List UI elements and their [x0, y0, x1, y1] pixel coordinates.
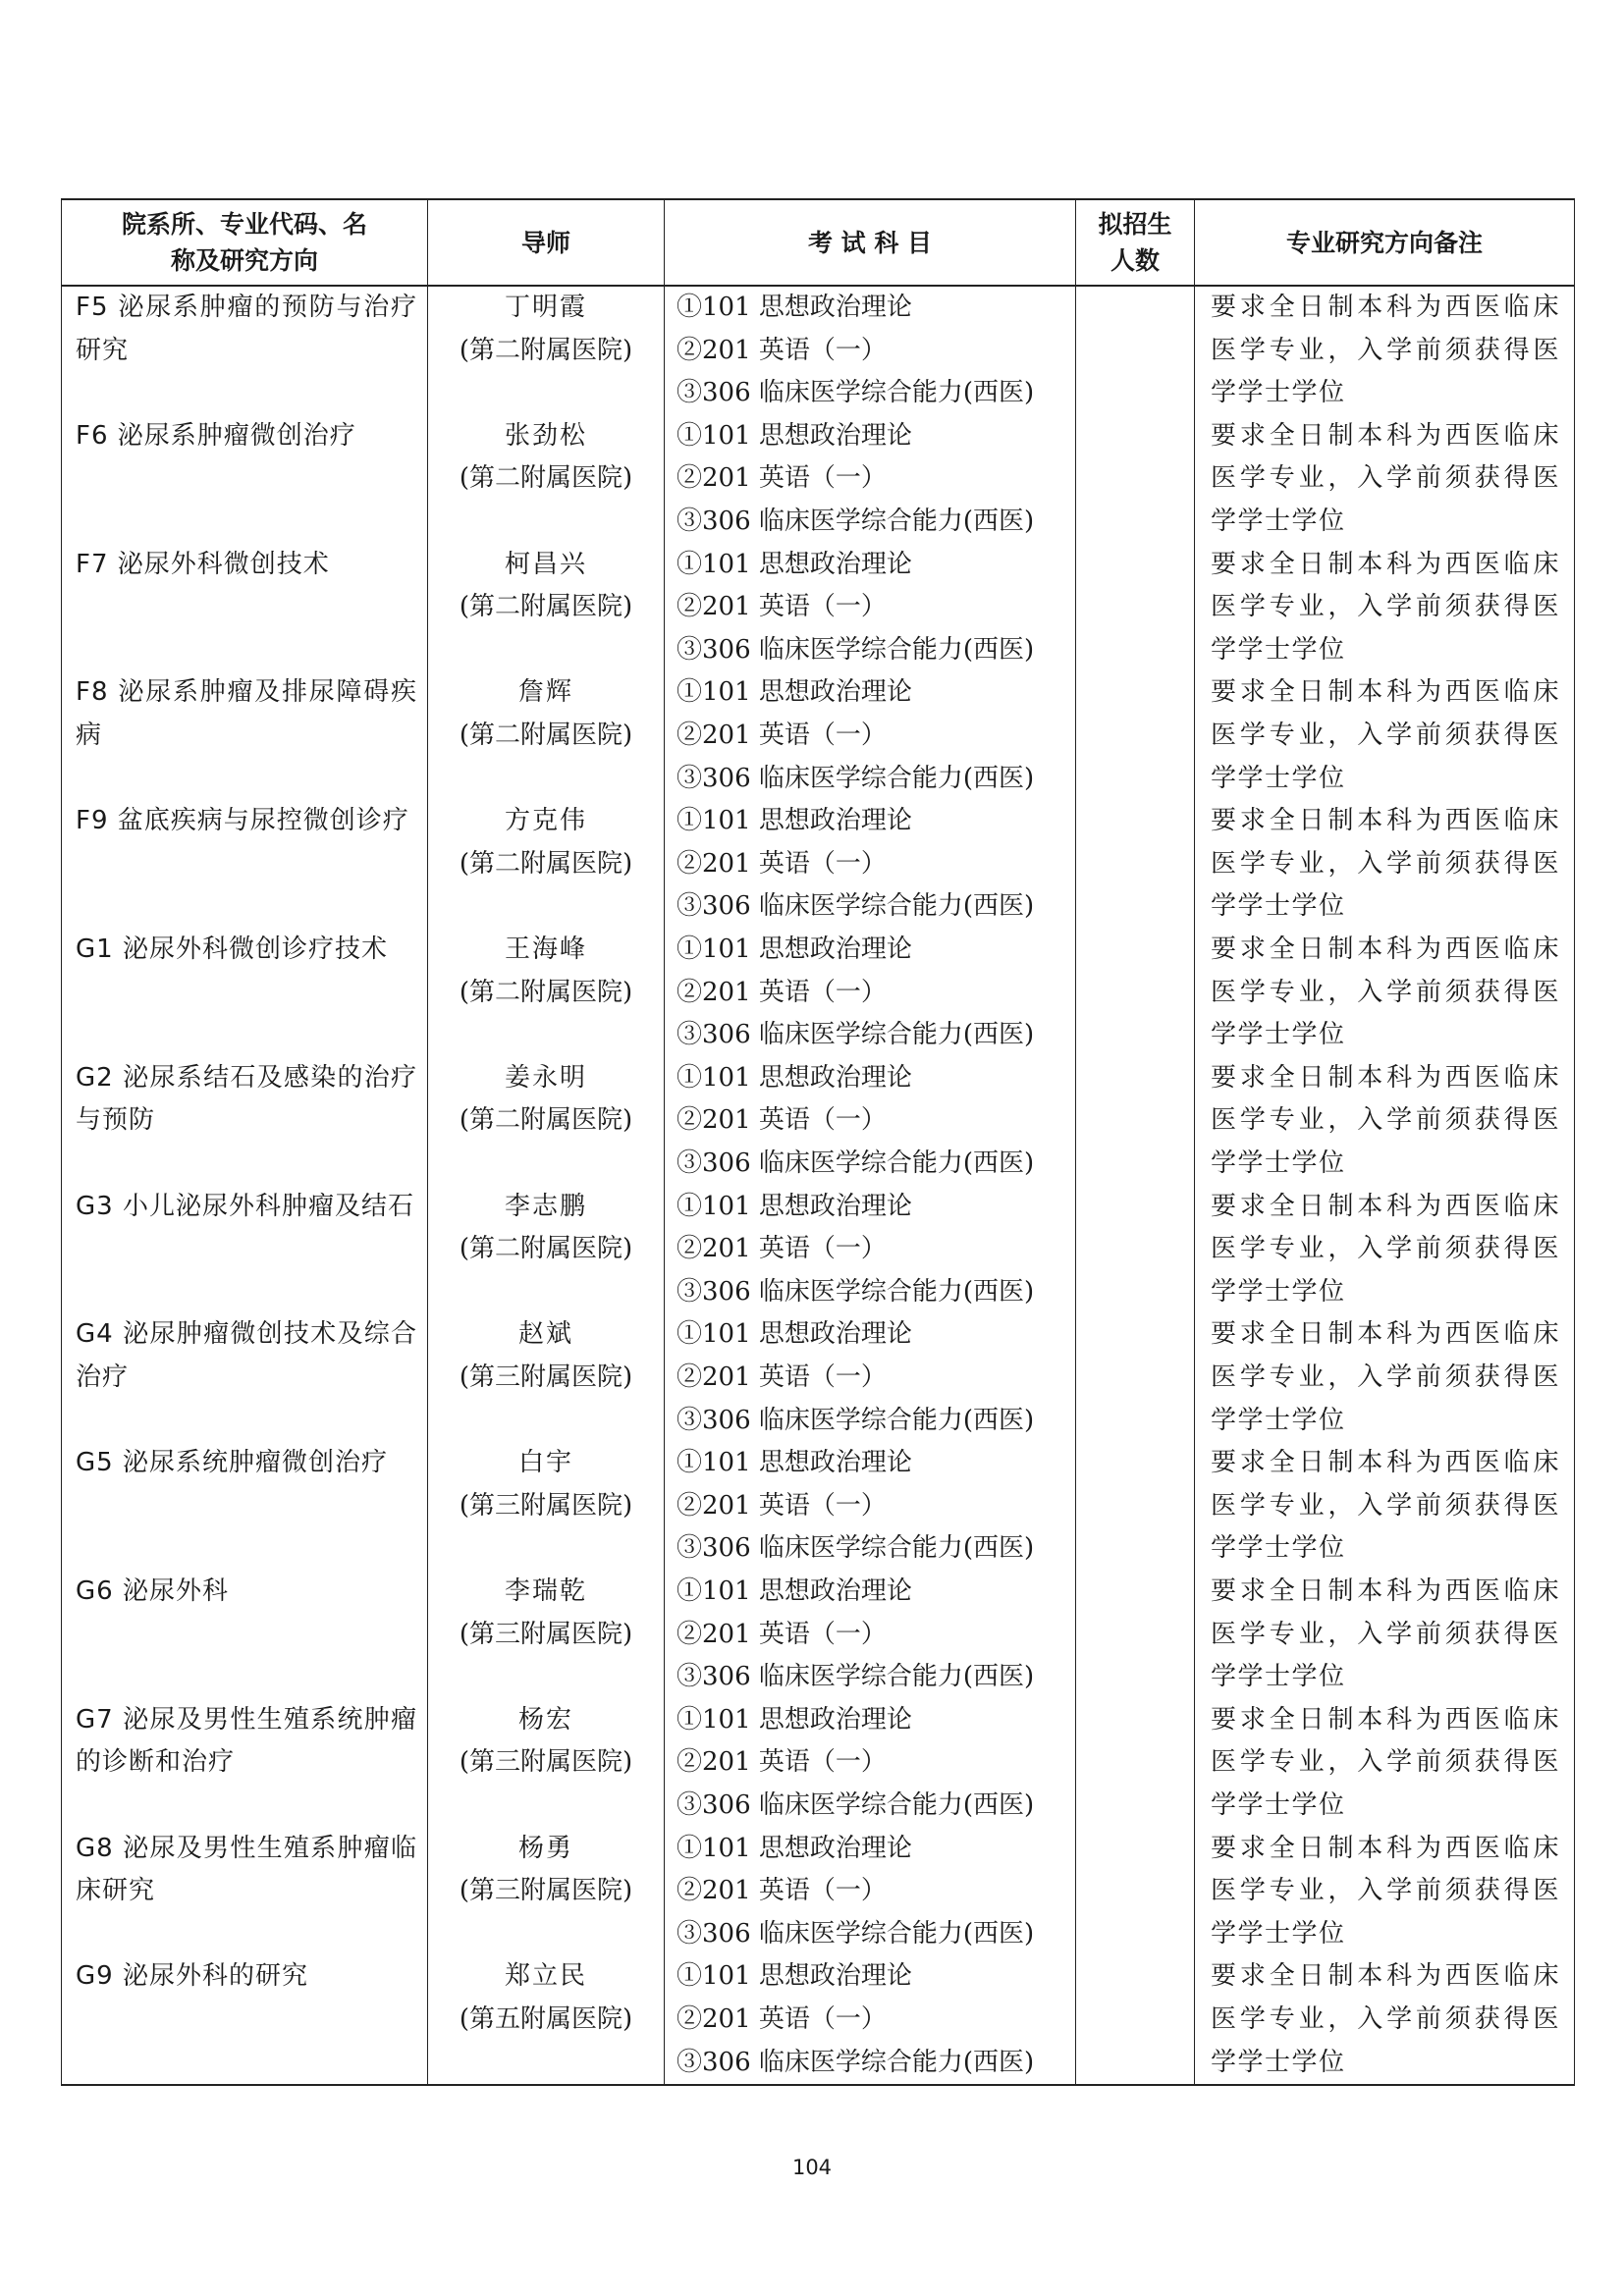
- direction-cell: [62, 1057, 428, 1186]
- exam-subject: ②201 英语（一）: [677, 977, 887, 1007]
- quota-cell: [1076, 1828, 1195, 1956]
- quota-cell: [1076, 671, 1195, 800]
- exam-subject: ①101 思想政治理论: [677, 1704, 912, 1735]
- direction-name: 泌尿系肿瘤及排尿障碍疾病: [76, 677, 417, 750]
- remarks-cell: 要求全日制本科为西医临床医学专业，入学前须获得医学学士学位: [1195, 1955, 1575, 2085]
- direction-cell: [62, 1955, 428, 2085]
- page-number: 104: [791, 2156, 833, 2179]
- supervisor-name: 赵斌: [517, 1319, 573, 1350]
- supervisor-name: 张劲松: [504, 420, 587, 451]
- supervisor-hospital: (第二附属医院): [459, 335, 633, 365]
- table-row: [62, 1313, 1575, 1442]
- exam-subject: ③306 临床医学综合能力(西医): [677, 1405, 1035, 1435]
- table-row: [62, 286, 1575, 415]
- direction-name: 泌尿系结石及感染的治疗与预防: [76, 1062, 417, 1136]
- header-direction: 院系所、专业代码、名称及研究方向: [62, 199, 428, 286]
- direction-name: 盆底疾病与尿控微创诊疗: [117, 806, 409, 836]
- quota-cell: [1076, 1057, 1195, 1186]
- supervisor-cell: [428, 671, 665, 800]
- table-row: [62, 671, 1575, 800]
- supervisor-hospital: (第二附属医院): [459, 977, 633, 1007]
- exam-subject: ③306 临床医学综合能力(西医): [677, 1662, 1035, 1692]
- quota-cell: [1076, 544, 1195, 672]
- exam-subject: ③306 临床医学综合能力(西医): [677, 1789, 1035, 1820]
- quota-cell: [1076, 1186, 1195, 1314]
- table-row: [62, 800, 1575, 929]
- exams-cell: [665, 671, 1076, 800]
- direction-name: 泌尿外科: [122, 1575, 229, 1606]
- supervisor-hospital: (第三附属医院): [459, 1876, 633, 1906]
- exam-subject: ②201 英语（一）: [677, 1747, 887, 1778]
- quota-cell: [1076, 929, 1195, 1057]
- exams-cell: [665, 1057, 1076, 1186]
- exams-cell: [665, 1699, 1076, 1828]
- exam-subject: ②201 英语（一）: [677, 1619, 887, 1649]
- exam-subject: ②201 英语（一）: [677, 463, 887, 494]
- exam-subject: ①101 思想政治理论: [677, 1191, 912, 1221]
- exam-subject: ①101 思想政治理论: [677, 1961, 912, 1992]
- direction-code: G4: [76, 1319, 114, 1350]
- exam-subject: ③306 临床医学综合能力(西医): [677, 1148, 1035, 1178]
- direction-code: G1: [76, 934, 114, 964]
- direction-code: G5: [76, 1448, 114, 1478]
- table-row: [62, 1699, 1575, 1828]
- supervisor-cell: [428, 1955, 665, 2085]
- exam-subject: ②201 英语（一）: [677, 592, 887, 622]
- table-row: [62, 1057, 1575, 1186]
- exam-subject: ②201 英语（一）: [677, 1105, 887, 1136]
- exam-subject: ②201 英语（一）: [677, 848, 887, 879]
- supervisor-cell: [428, 1571, 665, 1699]
- quota-cell: [1076, 286, 1195, 415]
- exam-subject: ③306 临床医学综合能力(西医): [677, 634, 1035, 665]
- table-row: [62, 1571, 1575, 1699]
- quota-cell: [1076, 800, 1195, 929]
- header-remarks: 专业研究方向备注: [1195, 199, 1575, 286]
- supervisor-name: 方克伟: [504, 806, 587, 836]
- supervisor-name: 詹辉: [517, 677, 573, 708]
- remarks-cell: 要求全日制本科为西医临床医学专业，入学前须获得医学学士学位: [1195, 415, 1575, 544]
- remarks-cell: 要求全日制本科为西医临床医学专业，入学前须获得医学学士学位: [1195, 1571, 1575, 1699]
- header-row: [62, 199, 1575, 286]
- supervisor-hospital: (第二附属医院): [459, 1105, 633, 1136]
- header-exams: 考 试 科 目: [665, 199, 1076, 286]
- supervisor-cell: [428, 1057, 665, 1186]
- remarks-cell: 要求全日制本科为西医临床医学专业，入学前须获得医学学士学位: [1195, 671, 1575, 800]
- direction-name: 泌尿系肿瘤微创治疗: [117, 420, 356, 451]
- supervisor-name: 姜永明: [504, 1062, 587, 1093]
- table-row: [62, 1955, 1575, 2085]
- supervisor-name: 白宇: [517, 1448, 573, 1478]
- supervisor-hospital: (第二附属医院): [459, 463, 633, 494]
- direction-code: F9: [76, 806, 109, 836]
- table-row: [62, 415, 1575, 544]
- direction-name: 泌尿肿瘤微创技术及综合治疗: [76, 1319, 417, 1392]
- direction-name: 小儿泌尿外科肿瘤及结石: [122, 1191, 414, 1221]
- remarks-cell: 要求全日制本科为西医临床医学专业，入学前须获得医学学士学位: [1195, 800, 1575, 929]
- quota-cell: [1076, 1571, 1195, 1699]
- supervisor-name: 郑立民: [504, 1961, 587, 1992]
- exam-subject: ①101 思想政治理论: [677, 293, 912, 322]
- table-row: [62, 929, 1575, 1057]
- direction-name: 泌尿外科微创诊疗技术: [122, 934, 388, 964]
- direction-code: F5: [76, 293, 109, 322]
- remarks-cell: 要求全日制本科为西医临床医学专业，入学前须获得医学学士学位: [1195, 1057, 1575, 1186]
- supervisor-hospital: (第三附属医院): [459, 1747, 633, 1778]
- direction-cell: [62, 671, 428, 800]
- exam-subject: ①101 思想政治理论: [677, 1833, 912, 1863]
- supervisor-cell: [428, 1828, 665, 1956]
- exam-subject: ①101 思想政治理论: [677, 420, 912, 451]
- quota-cell: [1076, 1313, 1195, 1442]
- exams-cell: [665, 800, 1076, 929]
- exams-cell: [665, 1571, 1076, 1699]
- direction-name: 泌尿系统肿瘤微创治疗: [122, 1448, 388, 1478]
- header-supervisor: 导师: [428, 199, 665, 286]
- direction-code: F7: [76, 549, 109, 579]
- direction-cell: [62, 1313, 428, 1442]
- supervisor-cell: [428, 929, 665, 1057]
- direction-cell: [62, 929, 428, 1057]
- supervisor-name: 李瑞乾: [504, 1575, 587, 1606]
- direction-code: G3: [76, 1191, 114, 1221]
- exam-subject: ③306 临床医学综合能力(西医): [677, 1020, 1035, 1050]
- supervisor-cell: [428, 1699, 665, 1828]
- supervisor-cell: [428, 1442, 665, 1571]
- exam-subject: ③306 临床医学综合能力(西医): [677, 1276, 1035, 1307]
- remarks-cell: 要求全日制本科为西医临床医学专业，入学前须获得医学学士学位: [1195, 929, 1575, 1057]
- exam-subject: ③306 临床医学综合能力(西医): [677, 1533, 1035, 1564]
- exams-cell: [665, 1313, 1076, 1442]
- exams-cell: [665, 286, 1076, 415]
- direction-name: 泌尿系肿瘤的预防与治疗研究: [76, 293, 417, 365]
- supervisor-hospital: (第二附属医院): [459, 1234, 633, 1264]
- direction-cell: [62, 1571, 428, 1699]
- remarks-cell: 要求全日制本科为西医临床医学专业，入学前须获得医学学士学位: [1195, 1442, 1575, 1571]
- table-row: [62, 1828, 1575, 1956]
- exam-subject: ①101 思想政治理论: [677, 1448, 912, 1478]
- direction-cell: [62, 286, 428, 415]
- quota-cell: [1076, 1955, 1195, 2085]
- exam-subject: ①101 思想政治理论: [677, 934, 912, 964]
- exam-subject: ②201 英语（一）: [677, 2003, 887, 2034]
- exams-cell: [665, 1186, 1076, 1314]
- exam-subject: ③306 临床医学综合能力(西医): [677, 378, 1035, 408]
- supervisor-hospital: (第三附属医院): [459, 1490, 633, 1521]
- supervisor-name: 李志鹏: [504, 1191, 587, 1221]
- exam-subject: ①101 思想政治理论: [677, 1575, 912, 1606]
- exams-cell: [665, 1442, 1076, 1571]
- supervisor-name: 杨宏: [517, 1704, 573, 1735]
- direction-code: G7: [76, 1704, 114, 1735]
- direction-code: G2: [76, 1062, 114, 1093]
- supervisor-cell: [428, 1186, 665, 1314]
- supervisor-hospital: (第五附属医院): [459, 2003, 633, 2034]
- supervisor-name: 杨勇: [517, 1833, 573, 1863]
- remarks-cell: 要求全日制本科为西医临床医学专业，入学前须获得医学学士学位: [1195, 1186, 1575, 1314]
- supervisor-cell: [428, 544, 665, 672]
- exam-subject: ①101 思想政治理论: [677, 1319, 912, 1350]
- direction-cell: [62, 544, 428, 672]
- direction-code: F6: [76, 420, 109, 451]
- remarks-cell: 要求全日制本科为西医临床医学专业，入学前须获得医学学士学位: [1195, 286, 1575, 415]
- exam-subject: ②201 英语（一）: [677, 335, 887, 365]
- direction-cell: [62, 415, 428, 544]
- table-row: [62, 1186, 1575, 1314]
- remarks-cell: 要求全日制本科为西医临床医学专业，入学前须获得医学学士学位: [1195, 1699, 1575, 1828]
- supervisor-cell: [428, 286, 665, 415]
- exams-cell: [665, 544, 1076, 672]
- direction-code: F8: [76, 677, 109, 708]
- direction-name: 泌尿外科的研究: [122, 1961, 308, 1992]
- exam-subject: ②201 英语（一）: [677, 720, 887, 750]
- quota-cell: [1076, 1699, 1195, 1828]
- direction-cell: [62, 800, 428, 929]
- remarks-cell: 要求全日制本科为西医临床医学专业，入学前须获得医学学士学位: [1195, 544, 1575, 672]
- exam-subject: ②201 英语（一）: [677, 1234, 887, 1264]
- table-row: [62, 1442, 1575, 1571]
- exams-cell: [665, 1955, 1076, 2085]
- exam-subject: ③306 临床医学综合能力(西医): [677, 2047, 1035, 2077]
- exam-subject: ③306 临床医学综合能力(西医): [677, 506, 1035, 536]
- remarks-cell: 要求全日制本科为西医临床医学专业，入学前须获得医学学士学位: [1195, 1828, 1575, 1956]
- exam-subject: ②201 英语（一）: [677, 1490, 887, 1521]
- direction-name: 泌尿及男性生殖系肿瘤临床研究: [76, 1833, 417, 1906]
- table-row: [62, 544, 1575, 672]
- quota-cell: [1076, 415, 1195, 544]
- exam-subject: ①101 思想政治理论: [677, 549, 912, 579]
- supervisor-name: 柯昌兴: [504, 549, 587, 579]
- supervisor-hospital: (第三附属医院): [459, 1362, 633, 1392]
- enrollment-table: [61, 198, 1575, 2086]
- direction-cell: [62, 1828, 428, 1956]
- supervisor-name: 王海峰: [504, 934, 587, 964]
- exam-subject: ③306 临床医学综合能力(西医): [677, 891, 1035, 922]
- direction-name: 泌尿外科微创技术: [117, 549, 330, 579]
- exams-cell: [665, 1828, 1076, 1956]
- supervisor-cell: [428, 415, 665, 544]
- exam-subject: ②201 英语（一）: [677, 1362, 887, 1392]
- supervisor-hospital: (第二附属医院): [459, 592, 633, 622]
- supervisor-cell: [428, 800, 665, 929]
- exam-subject: ②201 英语（一）: [677, 1876, 887, 1906]
- exams-cell: [665, 415, 1076, 544]
- exam-subject: ①101 思想政治理论: [677, 806, 912, 836]
- direction-cell: [62, 1442, 428, 1571]
- remarks-cell: 要求全日制本科为西医临床医学专业，入学前须获得医学学士学位: [1195, 1313, 1575, 1442]
- quota-cell: [1076, 1442, 1195, 1571]
- header-quota: 拟招生人数: [1076, 199, 1195, 286]
- direction-cell: [62, 1186, 428, 1314]
- direction-code: G9: [76, 1961, 114, 1992]
- exam-subject: ③306 临床医学综合能力(西医): [677, 1918, 1035, 1949]
- exam-subject: ③306 临床医学综合能力(西医): [677, 763, 1035, 793]
- supervisor-hospital: (第二附属医院): [459, 720, 633, 750]
- exam-subject: ①101 思想政治理论: [677, 677, 912, 708]
- supervisor-name: 丁明霞: [504, 293, 587, 322]
- direction-cell: [62, 1699, 428, 1828]
- direction-code: G6: [76, 1575, 114, 1606]
- exam-subject: ①101 思想政治理论: [677, 1062, 912, 1093]
- supervisor-hospital: (第二附属医院): [459, 848, 633, 879]
- exams-cell: [665, 929, 1076, 1057]
- supervisor-cell: [428, 1313, 665, 1442]
- supervisor-hospital: (第三附属医院): [459, 1619, 633, 1649]
- direction-code: G8: [76, 1833, 114, 1863]
- direction-name: 泌尿及男性生殖系统肿瘤的诊断和治疗: [76, 1704, 417, 1778]
